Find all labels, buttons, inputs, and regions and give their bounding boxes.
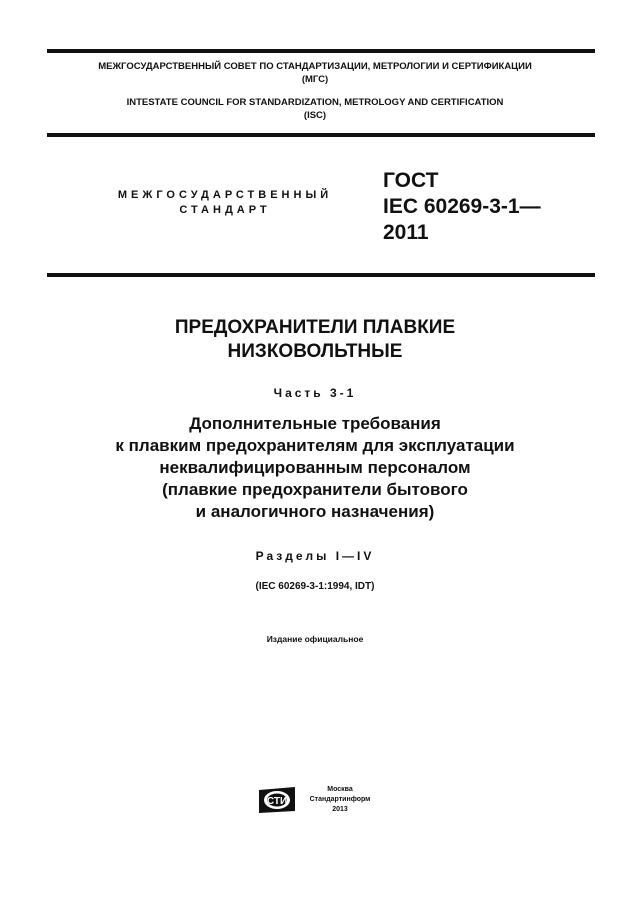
top-rule <box>47 49 595 53</box>
council-ru: МЕЖГОСУДАРСТВЕННЫЙ СОВЕТ ПО СТАНДАРТИЗАЦИИ, МЕТРОЛОГИИ И СЕРТИФИКАЦИИ <box>98 61 532 72</box>
subtitle-line: неквалифицированным персоналом <box>159 458 471 477</box>
standard-type <box>100 188 350 218</box>
type-line1: МЕЖГОСУДАРСТВЕННЫЙ <box>117 189 333 201</box>
publisher-year: 2013 <box>332 806 348 813</box>
abbr-ru: (МГС) <box>301 74 329 85</box>
subtitle-line: к плавким предохранителям для эксплуатации <box>115 436 515 455</box>
publisher-city: Москва <box>327 786 353 793</box>
part-label: Часть 3-1 <box>273 386 357 400</box>
standard-number: IEC 60269-3-1— <box>383 195 541 218</box>
subtitle-line: Дополнительные требования <box>189 414 441 433</box>
main-title <box>0 316 630 364</box>
standard-year: 2011 <box>383 221 429 244</box>
subtitle-line: (плавкие предохранители бытового <box>162 480 468 499</box>
publisher-logo <box>258 786 296 814</box>
council-en: INTESTATE COUNCIL FOR STANDARDIZATION, METROLOGY AND CERTIFICATION <box>126 97 504 108</box>
type-line2: СТАНДАРТ <box>179 204 271 216</box>
subtitle <box>0 413 630 523</box>
iec-reference: (IEC 60269-3-1:1994, IDT) <box>255 581 375 592</box>
svg-text:СТИ: СТИ <box>266 796 288 807</box>
header-rule <box>47 133 595 137</box>
abbr-en: (ISC) <box>303 110 327 121</box>
gost-label: ГОСТ <box>383 169 439 192</box>
title-line2: НИЗКОВОЛЬТНЫЕ <box>227 341 403 362</box>
publisher-info <box>300 785 380 815</box>
sections-label: Разделы I—IV <box>255 549 375 563</box>
edition-label: Издание официальное <box>266 634 364 644</box>
standard-designation <box>383 168 541 246</box>
title-line1: ПРЕДОХРАНИТЕЛИ ПЛАВКИЕ <box>174 317 456 338</box>
section-rule <box>47 273 595 277</box>
subtitle-line: и аналогичного назначения) <box>195 502 435 521</box>
publisher-name: Стандартинформ <box>309 796 371 803</box>
